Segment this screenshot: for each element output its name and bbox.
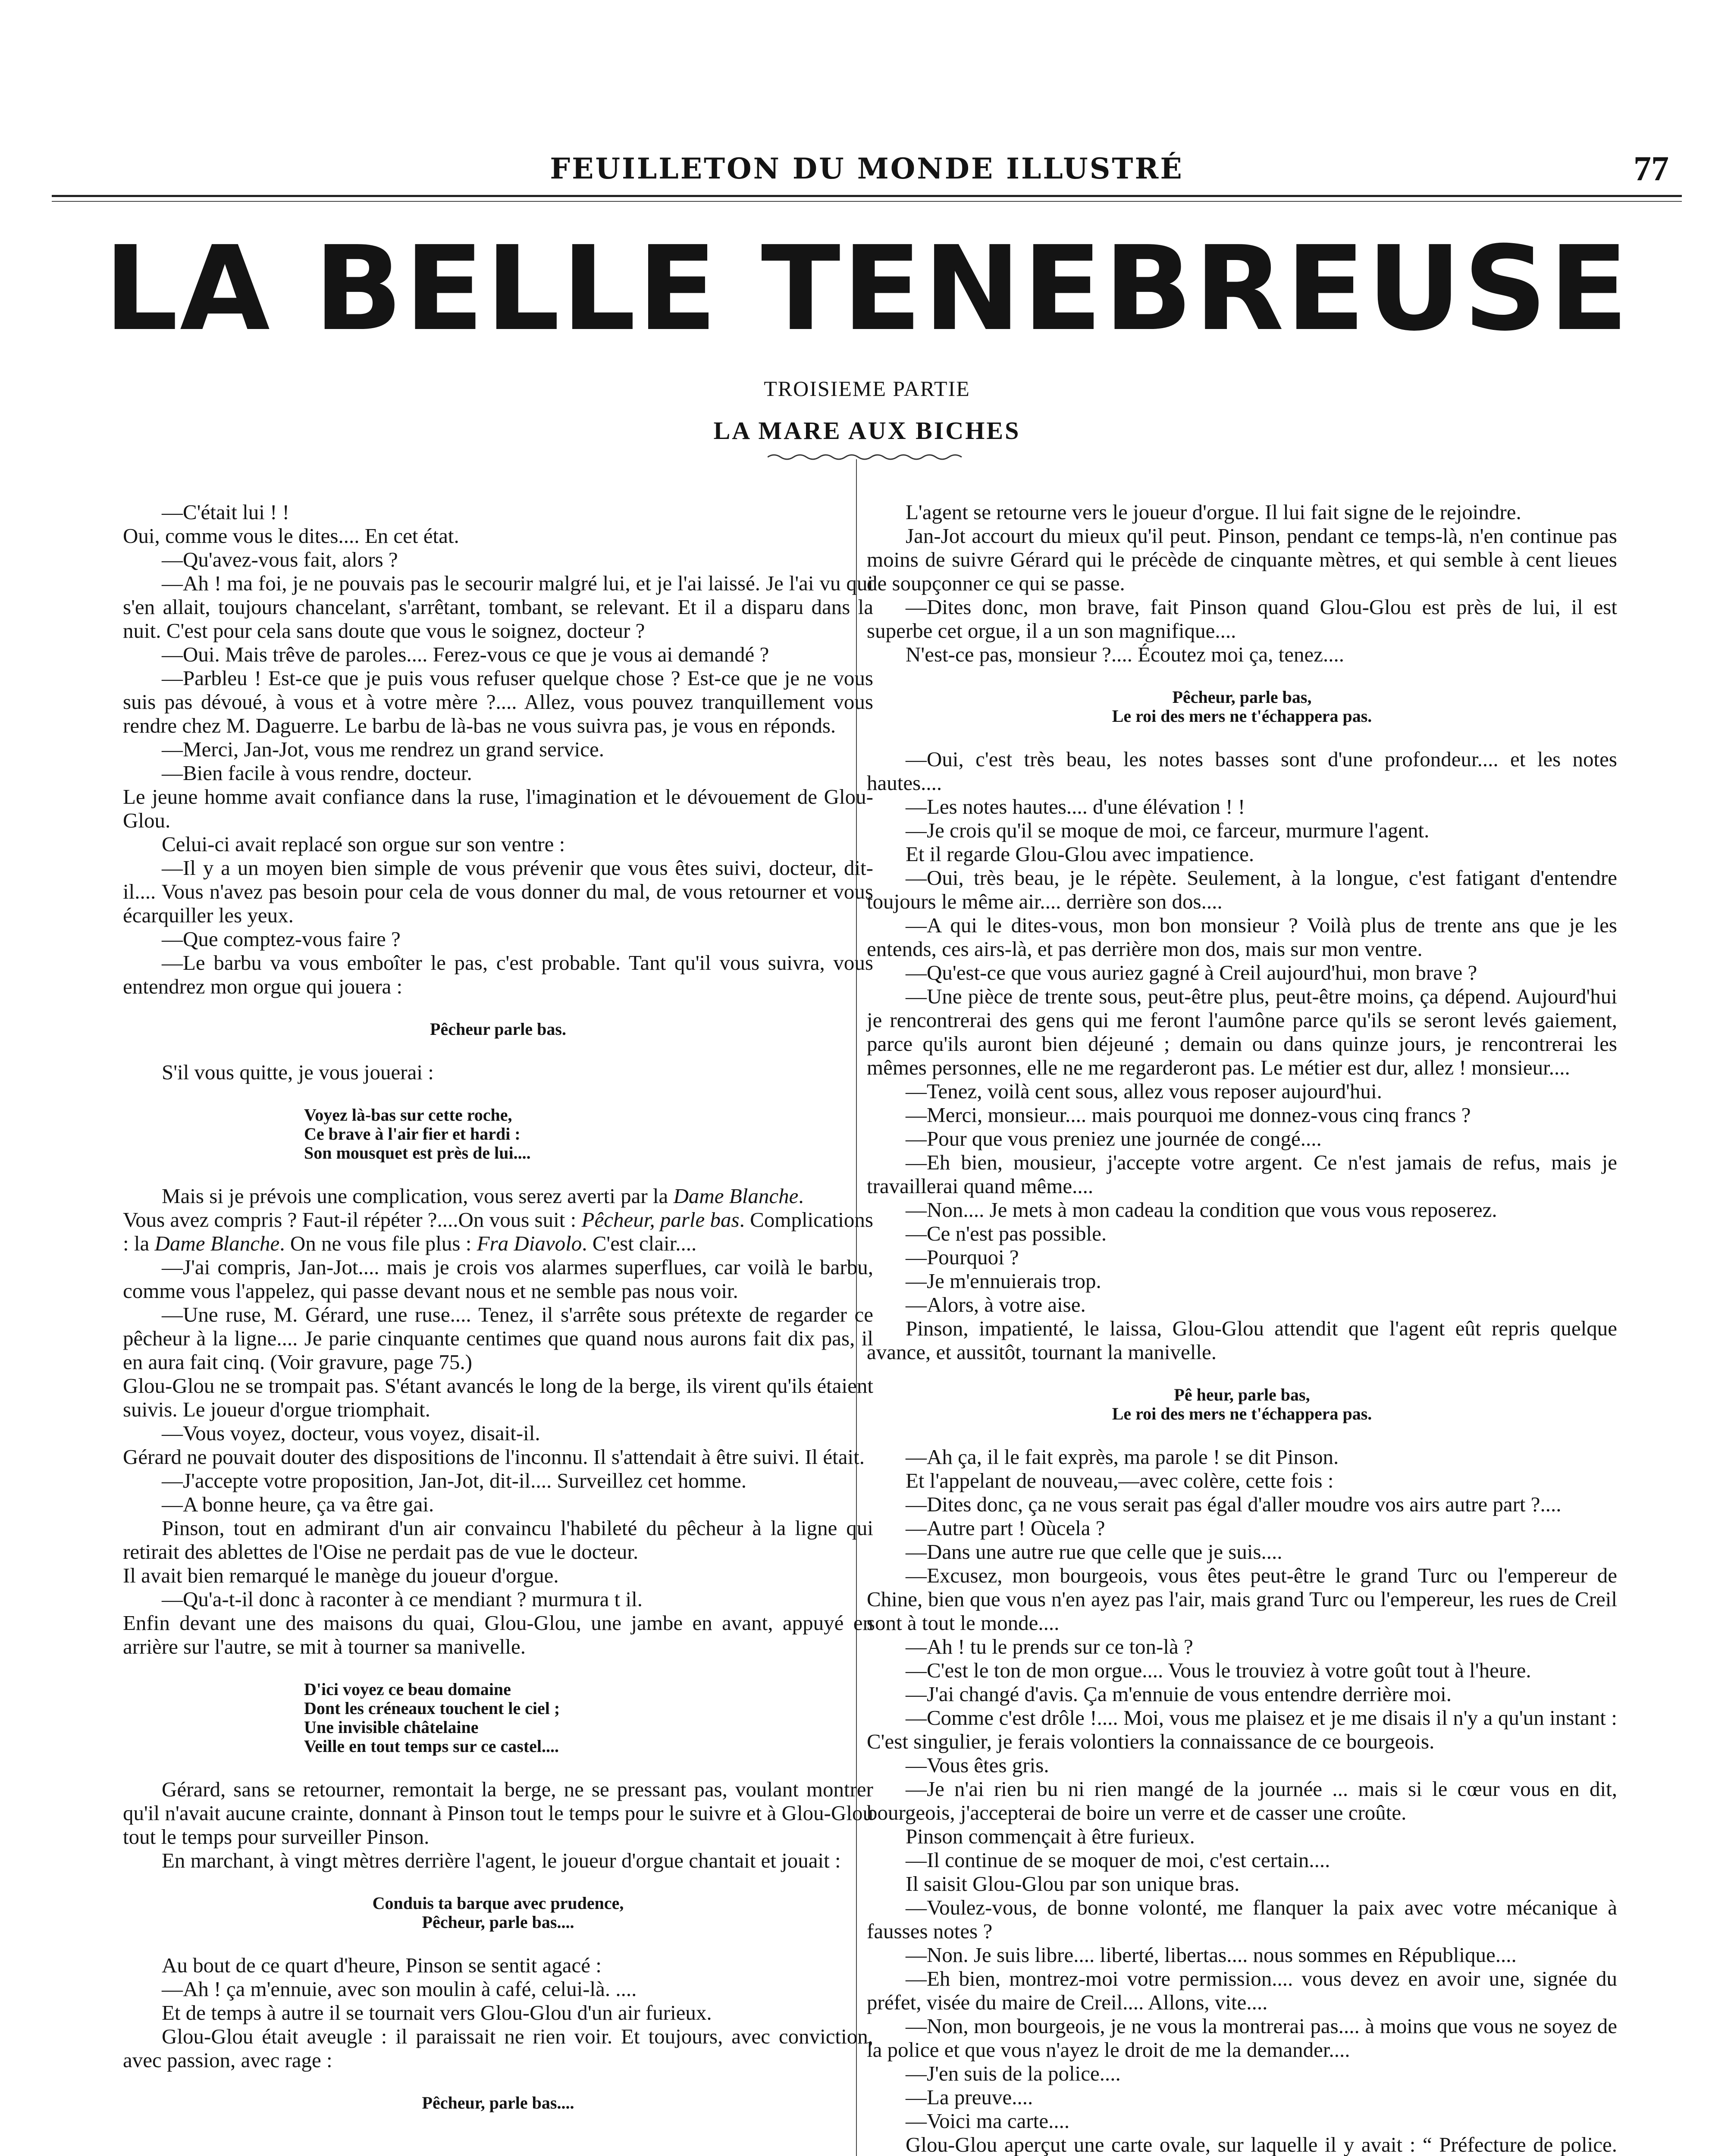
- song-line: Veille en tout temps sur ce castel....: [304, 1736, 559, 1756]
- paragraph: —Non, mon bourgeois, je ne vous la montrerai pas.... à moins que vous ne soyez de la police et que vous n'ayez le droit de me la demander....: [867, 2014, 1617, 2062]
- italic-title: Fra Diavolo: [477, 1232, 582, 1255]
- paragraph: —Dans une autre rue que celle que je suis....: [906, 1540, 1282, 1564]
- paragraph: —Bien facile à vous rendre, docteur.: [162, 761, 472, 785]
- song-line: Pêcheur, parle bas....: [422, 2093, 574, 2112]
- section-title: LA MARE AUX BICHES: [713, 417, 1021, 445]
- song-line: Dont les créneaux touchent le ciel ;: [304, 1698, 560, 1718]
- paragraph: En marchant, à vingt mètres derrière l'agent, le joueur d'orgue chantait et jouait :: [162, 1849, 841, 1872]
- song-lyric: [123, 1106, 873, 1163]
- paragraph: Il saisit Glou-Glou par son unique bras.: [906, 1872, 1240, 1896]
- paragraph: —Qu'a-t-il donc à raconter à ce mendiant ? murmura t il.: [162, 1587, 643, 1611]
- paragraph: —Excusez, mon bourgeois, vous êtes peut-être le grand Turc ou l'empereur de Chine, bien que vous n'en ayez pas l'air, mais grand Turc ou l'empereur, les rues de Creil sont à tout le monde....: [867, 1564, 1617, 1635]
- paragraph: —Je crois qu'il se moque de moi, ce farceur, murmure l'agent.: [906, 818, 1430, 842]
- paragraph: Glou-Glou ne se trompait pas. S'étant avancés le long de la berge, ils virent qu'ils étaient suivis. Le joueur d'orgue triomphait.: [123, 1374, 873, 1421]
- paragraph: [123, 1208, 873, 1255]
- paragraph: —J'ai compris, Jan-Jot.... mais je crois vos alarmes superflues, car voilà le barbu, comme vous l'appelez, qui passe devant nous et ne semble pas nous voir.: [123, 1255, 873, 1303]
- paragraph: —Ce n'est pas possible.: [906, 1222, 1107, 1245]
- paragraph: —Ah ! ça m'ennuie, avec son moulin à café, celui-là. ....: [162, 1977, 637, 2001]
- paragraph: —Non. Je suis libre.... liberté, libertas.... nous sommes en République....: [906, 1943, 1517, 1967]
- paragraph: —Ah ! ma foi, je ne pouvais pas le secourir malgré lui, et je l'ai laissé. Je l'ai vu qui s'en allait, toujours chancelant, s'arrêtant, tombant, se relevant. Et il a disparu dans la nuit. C'est pour cela sans doute que vous le soignez, docteur ?: [123, 571, 873, 642]
- italic-title: Dame Blanche: [154, 1232, 280, 1255]
- paragraph: —Je n'ai rien bu ni rien mangé de la journée ... mais si le cœur vous en dit, bourgeois, j'accepterai de boire un verre et de casser une croûte.: [867, 1777, 1617, 1824]
- paragraph: —Ah ça, il le fait exprès, ma parole ! se dit Pinson.: [906, 1445, 1339, 1469]
- song-line: Une invisible châtelaine: [304, 1717, 479, 1737]
- paragraph: Enfin devant une des maisons du quai, Glou-Glou, une jambe en avant, appuyé en arrière sur l'autre, se mit à tourner sa manivelle.: [123, 1611, 873, 1658]
- paragraph: —Eh bien, mousieur, j'accepte votre argent. Ce n'est jamais de refus, mais je travaillerai quand même....: [867, 1150, 1617, 1198]
- paragraph: —Autre part ! Oùcela ?: [906, 1516, 1105, 1540]
- paragraph: —Vous voyez, docteur, vous voyez, disait-il.: [162, 1421, 540, 1445]
- paragraph: —La preuve....: [906, 2085, 1033, 2109]
- paragraph: —Je m'ennuierais trop.: [906, 1269, 1101, 1293]
- song-line: Pêcheur parle bas.: [430, 1019, 566, 1039]
- paragraph: —Dites donc, ça ne vous serait pas égal d'aller moudre vos airs autre part ?....: [906, 1492, 1562, 1516]
- paragraph: Oui, comme vous le dites.... En cet état.: [123, 524, 459, 548]
- paragraph: —Voici ma carte....: [906, 2109, 1070, 2133]
- paragraph: —Tenez, voilà cent sous, allez vous reposer aujourd'hui.: [906, 1079, 1382, 1103]
- paragraph: Gérard ne pouvait douter des dispositions de l'inconnu. Il s'attendait à être suivi. Il était.: [123, 1445, 865, 1469]
- paragraph: Gérard, sans se retourner, remontait la berge, ne se pressant pas, voulant montrer qu'il n'avait aucune crainte, donnant à Pinson tout le temps pour le suivre et à Glou-Glou tout le temps pour surveiller Pinson.: [123, 1777, 873, 1849]
- song-line: Le roi des mers ne t'échappera pas.: [1112, 1404, 1372, 1423]
- paragraph: Glou-Glou était aveugle : il paraissait ne rien voir. Et toujours, avec conviction, avec passion, avec rage :: [123, 2024, 873, 2072]
- paragraph: N'est-ce pas, monsieur ?.... Écoutez moi ça, tenez....: [906, 642, 1345, 666]
- song-line: Le roi des mers ne t'échappera pas.: [1112, 706, 1372, 726]
- song-lyric: [123, 2093, 873, 2112]
- paragraph: Il avait bien remarqué le manège du joueur d'orgue.: [123, 1564, 559, 1587]
- feuilleton-title: LA BELLE TENEBREUSE: [103, 221, 1631, 357]
- song-lyric: [123, 1680, 873, 1756]
- paragraph: —Il y a un moyen bien simple de vous prévenir que vous êtes suivi, docteur, dit-il.... Vous n'avez pas besoin pour cela de vous donner du mal, de vous retourner et vous écarquiller les yeux.: [123, 856, 873, 927]
- paragraph: —Oui, c'est très beau, les notes basses sont d'une profondeur.... et les notes hautes....: [867, 747, 1617, 795]
- paragraph: —A qui le dites-vous, mon bon monsieur ? Voilà plus de trente ans que je les entends, ces airs-là, et pas derrière mon dos, mais sur mon ventre.: [867, 913, 1617, 961]
- italic-title: Pêcheur, parle bas: [581, 1208, 740, 1232]
- paragraph: —Le barbu va vous emboîter le pas, c'est probable. Tant qu'il vous suivra, vous entendrez mon orgue qui jouera :: [123, 951, 873, 998]
- song-lyric: [123, 1020, 873, 1039]
- song-lyric: [867, 1385, 1617, 1423]
- paragraph: —Vous êtes gris.: [906, 1753, 1049, 1777]
- paragraph: L'agent se retourne vers le joueur d'orgue. Il lui fait signe de le rejoindre.: [906, 500, 1521, 524]
- paragraph: Et de temps à autre il se tournait vers Glou-Glou d'un air furieux.: [162, 2001, 712, 2024]
- text-run: . Complications : la: [123, 1208, 873, 1255]
- paragraph: —Les notes hautes.... d'une élévation ! !: [906, 795, 1245, 818]
- paragraph: Pinson, impatienté, le laissa, Glou-Glou attendit que l'agent eût repris quelque avance, et aussitôt, tournant la manivelle.: [867, 1316, 1617, 1364]
- text-run: Vous avez compris ? Faut-il répéter ?....On vous suit :: [123, 1208, 582, 1232]
- paragraph: —Ah ! tu le prends sur ce ton-là ?: [906, 1635, 1193, 1658]
- paragraph: —Merci, Jan-Jot, vous me rendrez un grand service.: [162, 737, 604, 761]
- paragraph: —Merci, monsieur.... mais pourquoi me donnez-vous cinq francs ?: [906, 1103, 1471, 1127]
- paragraph: —Parbleu ! Est-ce que je puis vous refuser quelque chose ? Est-ce que je ne vous suis pas dévoué, à vous et à votre mère ?.... Allez, vous pouvez tranquillement vous rendre chez M. Daguerre. Le barbu de là-bas ne vous suivra pas, je vous en réponds.: [123, 666, 873, 737]
- paragraph: —J'en suis de la police....: [906, 2062, 1121, 2085]
- song-line: Ce brave à l'air fier et hardi :: [304, 1124, 521, 1144]
- text-run: . On ne vous file plus :: [279, 1232, 477, 1255]
- paragraph: —Comme c'est drôle !.... Moi, vous me plaisez et je me disais il n'y a qu'un instant : C'est singulier, je ferais volontiers la connaissance de ce bourgeois.: [867, 1706, 1617, 1753]
- paragraph: —Il continue de se moquer de moi, c'est certain....: [906, 1848, 1330, 1872]
- paragraph: —Pourquoi ?: [906, 1245, 1019, 1269]
- song-line: Pêcheur, parle bas,: [1172, 687, 1312, 707]
- paragraph: Celui-ci avait replacé son orgue sur son ventre :: [162, 832, 565, 856]
- paragraph: —C'est le ton de mon orgue.... Vous le trouviez à votre goût tout à l'heure.: [906, 1658, 1531, 1682]
- paragraph: —Alors, à votre aise.: [906, 1293, 1086, 1316]
- paragraph: —Eh bien, montrez-moi votre permission.... vous devez en avoir une, signée du préfet, visée du maire de Creil.... Allons, vite....: [867, 1967, 1617, 2014]
- paragraph: —J'ai changé d'avis. Ça m'ennuie de vous entendre derrière moi.: [906, 1682, 1452, 1706]
- song-line: D'ici voyez ce beau domaine: [304, 1680, 511, 1699]
- text-run: Mais si je prévois une complication, vous serez averti par la: [162, 1184, 674, 1208]
- paragraph: Pinson, tout en admirant d'un air convaincu l'habileté du pêcheur à la ligne qui retirait des ablettes de l'Oise ne perdait pas de vue le docteur.: [123, 1516, 873, 1564]
- paragraph: —Qu'avez-vous fait, alors ?: [162, 548, 398, 571]
- song-lyric: [123, 1894, 873, 1932]
- header-rule: [52, 195, 1682, 197]
- italic-title: Dame Blanche: [673, 1184, 799, 1208]
- song-line: Conduis ta barque avec prudence,: [372, 1893, 624, 1913]
- paragraph: Jan-Jot accourt du mieux qu'il peut. Pinson, pendant ce temps-là, n'en continue pas moins de suivre Gérard qui le précède de cinquante mètres, et qui semble à cent lieues de soupçonner ce qui se passe.: [867, 524, 1617, 595]
- paragraph: —Voulez-vous, de bonne volonté, me flanquer la paix avec votre mécanique à fausses notes ?: [867, 1896, 1617, 1943]
- paragraph: —C'était lui ! !: [162, 500, 289, 524]
- right-column: [867, 500, 1617, 2156]
- paragraph: —Non.... Je mets à mon cadeau la condition que vous vous reposerez.: [906, 1198, 1497, 1222]
- header-rule-thin: [52, 201, 1682, 202]
- page-number: 77: [1634, 149, 1669, 188]
- paragraph: —A bonne heure, ça va être gai.: [162, 1492, 434, 1516]
- left-column: [123, 500, 873, 2134]
- text-run: . C'est clair....: [582, 1232, 697, 1255]
- song-line: Son mousquet est près de lui....: [304, 1143, 531, 1163]
- paragraph: S'il vous quitte, je vous jouerai :: [162, 1060, 434, 1084]
- paragraph: —Qu'est-ce que vous auriez gagné à Creil aujourd'hui, mon brave ?: [906, 961, 1477, 984]
- song-lyric: [867, 688, 1617, 726]
- paragraph: Le jeune homme avait confiance dans la ruse, l'imagination et le dévouement de Glou-Glou.: [123, 785, 873, 832]
- song-line: Pêcheur, parle bas....: [422, 1912, 574, 1932]
- running-header: [52, 149, 1682, 191]
- paragraph: Glou-Glou aperçut une carte ovale, sur laquelle il y avait : “ Préfecture de police.: [906, 2133, 1617, 2156]
- paragraph: —J'accepte votre proposition, Jan-Jot, dit-il.... Surveillez cet homme.: [162, 1469, 746, 1492]
- paragraph: —Une pièce de trente sous, peut-être plus, peut-être moins, ça dépend. Aujourd'hui je rencontrerai des gens qui me feront l'aumône parce qu'ils se seront levés gaiement, parce qu'ils auront bien déjeuné ; demain ou dans quinze jours, je rencontrerai les mêmes personnes, elle ne me regarderont pas. Le métier est dur, allez ! monsieur....: [867, 984, 1617, 1079]
- paragraph: [123, 1184, 873, 1208]
- paragraph: Et il regarde Glou-Glou avec impatience.: [906, 842, 1254, 866]
- paragraph: Au bout de ce quart d'heure, Pinson se sentit agacé :: [162, 1953, 602, 1977]
- paragraph: Pinson commençait à être furieux.: [906, 1824, 1195, 1848]
- paragraph: —Que comptez-vous faire ?: [162, 927, 401, 951]
- paragraph: —Dites donc, mon brave, fait Pinson quand Glou-Glou est près de lui, il est superbe cet orgue, il a un son magnifique....: [867, 595, 1617, 642]
- title-ornament: [768, 453, 966, 461]
- song-line: Pê heur, parle bas,: [1174, 1385, 1310, 1404]
- paragraph: —Une ruse, M. Gérard, une ruse.... Tenez, il s'arrête sous prétexte de regarder ce pêcheur à la ligne.... Je parie cinquante centimes que quand nous aurons fait dix pas, il en aura fait cinq. (Voir gravure, page 75.): [123, 1303, 873, 1374]
- paragraph: Et l'appelant de nouveau,—avec colère, cette fois :: [906, 1469, 1334, 1492]
- paragraph: —Oui. Mais trêve de paroles.... Ferez-vous ce que je vous ai demandé ?: [162, 642, 769, 666]
- paragraph: —Oui, très beau, je le répète. Seulement, à la longue, c'est fatigant d'entendre toujours le même air.... derrière son dos....: [867, 866, 1617, 913]
- paragraph: —Pour que vous preniez une journée de congé....: [906, 1127, 1322, 1150]
- song-line: Voyez là-bas sur cette roche,: [304, 1105, 512, 1125]
- part-label: TROISIEME PARTIE: [764, 376, 970, 401]
- running-title: FEUILLETON DU MONDE ILLUSTRÉ: [550, 152, 1184, 185]
- text-run: .: [798, 1184, 804, 1208]
